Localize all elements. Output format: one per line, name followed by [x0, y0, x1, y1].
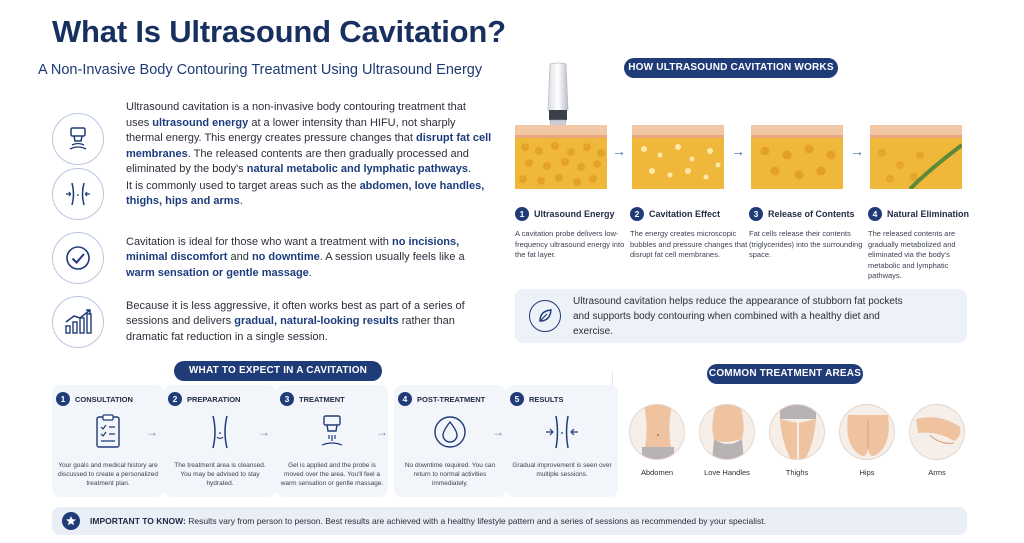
- ultrasound-probe-icon: [312, 413, 352, 451]
- body-waist-icon: [200, 413, 240, 451]
- intro-text: [126, 299, 492, 346]
- highlight-text: gradual, natural-looking results: [234, 315, 399, 328]
- session-card-treatment: 3 TREATMENT Gel is applied and the probe is moved over the area. You'll feel a warm sensation or gentle massage.: [276, 385, 388, 497]
- session-card-post-treatment: 4 POST-TREATMENT No downtime required. You can return to normal activities immediately.: [394, 385, 506, 497]
- body-text: at a lower intensity than HIFU, not sharply thermal energy. This energy creates pressure changes that: [126, 116, 456, 144]
- body-text: .: [308, 266, 312, 279]
- clipboard-icon: [88, 413, 128, 451]
- tissue-step-3: [751, 125, 843, 189]
- areas-heading: COMMON TREATMENT AREAS: [707, 364, 863, 384]
- how-step-2-desc: The energy creates microscopic bubbles and pressure changes that disrupt fat cell membranes.: [630, 229, 748, 259]
- ultrasound-probe-icon: [52, 113, 104, 165]
- intro-row-ideal: [52, 232, 492, 284]
- arrow-right-icon: →: [492, 425, 504, 439]
- body-text: Cavitation is ideal for those who want a treatment with: [126, 235, 392, 248]
- tissue-step-1: [515, 125, 607, 189]
- highlight-text: ultrasound energy: [152, 116, 249, 129]
- info-box: [515, 289, 967, 343]
- how-step-1-desc: A cavitation probe delivers low-frequency ultrasound energy into the fat layer.: [515, 229, 625, 259]
- how-step-4-title: 4 Natural Elimination: [868, 207, 969, 221]
- body-text: . The released contents are then gradually processed and eliminated by the body's: [126, 147, 469, 175]
- highlight-text: natural metabolic and lymphatic pathways: [246, 163, 469, 175]
- how-step-3-title: 3 Release of Contents: [749, 207, 855, 221]
- body-text: Ultrasound cavitation is a non-invasive body contouring treatment that uses: [126, 101, 466, 129]
- session-card-preparation: 2 PREPARATION The treatment area is cleansed. You may be advised to stay hydrated.: [164, 385, 276, 497]
- area-image-hips: [839, 404, 895, 460]
- body-text: .: [239, 195, 243, 207]
- intro-text: [126, 179, 492, 210]
- how-it-works-heading: HOW ULTRASOUND CAVITATION WORKS: [624, 58, 838, 78]
- area-image-abdomen: [629, 404, 685, 460]
- area-label-abdomen: Abdomen: [640, 468, 674, 477]
- body-text: and: [227, 251, 252, 264]
- how-step-4-desc: The released contents are gradually metabolized and eliminated via the body's metabolic and lymphatic pathways.: [868, 229, 956, 280]
- important-text: IMPORTANT TO KNOW: Results vary from person to person. Best results are achieved with a healthy lifestyle pattern and a series of sessions as recommended by your specialist.: [90, 516, 767, 526]
- intro-row-definition: [52, 100, 492, 178]
- highlight-text: warm sensation or gentle massage: [126, 266, 309, 279]
- arrow-right-icon: →: [731, 143, 745, 159]
- arrow-right-icon: →: [850, 143, 864, 159]
- body-text: .: [468, 163, 472, 175]
- body-text: . A session usually feels like a: [319, 251, 465, 264]
- growth-chart-icon: [52, 296, 104, 348]
- info-text: Ultrasound cavitation helps reduce the appearance of stubborn fat pockets and supports body contouring when combined with a healthy diet and exercise.: [573, 295, 903, 337]
- session-card-consultation: 1 CONSULTATION Your goals and medical history are discussed to create a personalized treatment plan.: [52, 385, 164, 497]
- highlight-text: abdomen, love handles, thighs, hips and arms: [126, 179, 485, 207]
- body-waist-icon: [52, 168, 104, 220]
- area-label-thighs: Thighs: [785, 468, 809, 477]
- star-icon: [62, 512, 80, 530]
- body-text: It is commonly used to target areas such as the: [126, 179, 360, 192]
- intro-row-areas: [52, 168, 492, 220]
- water-drop-icon: [430, 413, 470, 451]
- body-waist-icon: [542, 413, 582, 451]
- highlight-text: no incisions, minimal discomfort: [126, 235, 460, 264]
- page-title: What Is Ultrasound Cavitation?: [52, 14, 506, 49]
- highlight-text: no downtime: [251, 251, 320, 264]
- page-subtitle: A Non-Invasive Body Contouring Treatment Using Ultrasound Energy: [38, 62, 483, 78]
- checkmark-icon: [52, 232, 104, 284]
- arrow-right-icon: →: [612, 143, 626, 159]
- body-text: Because it is less aggressive, it often works best as part of a series of sessions and delivers: [126, 299, 465, 328]
- arrow-right-icon: →: [258, 425, 270, 439]
- highlight-text: disrupt fat cell membranes: [126, 132, 492, 160]
- intro-row-results: [52, 296, 492, 348]
- session-card-results: 5 RESULTS Gradual improvement is seen over multiple sessions.: [506, 385, 618, 497]
- how-step-3-desc: Fat cells release their contents (triglycerides) into the surrounding space.: [749, 229, 863, 259]
- area-label-arms: Arms: [928, 468, 946, 477]
- arrow-right-icon: →: [376, 425, 388, 439]
- area-image-love-handles: [699, 404, 755, 460]
- tissue-step-2: [632, 125, 724, 189]
- how-step-1-title: 1 Ultrasound Energy: [515, 207, 615, 221]
- intro-text: [126, 100, 492, 178]
- arrow-right-icon: →: [146, 425, 158, 439]
- how-step-2-title: 2 Cavitation Effect: [630, 207, 720, 221]
- area-label-love-handles: Love Handles: [704, 468, 750, 477]
- area-image-arms: [909, 404, 965, 460]
- intro-text: [126, 235, 492, 282]
- tissue-step-4: [870, 125, 962, 189]
- body-text: rather than dramatic fat reduction in a single session.: [126, 315, 455, 343]
- area-label-hips: Hips: [859, 468, 875, 477]
- important-bar: [52, 507, 967, 535]
- session-heading: WHAT TO EXPECT IN A CAVITATION: [174, 361, 382, 381]
- leaf-icon: [529, 300, 561, 332]
- area-image-thighs: [769, 404, 825, 460]
